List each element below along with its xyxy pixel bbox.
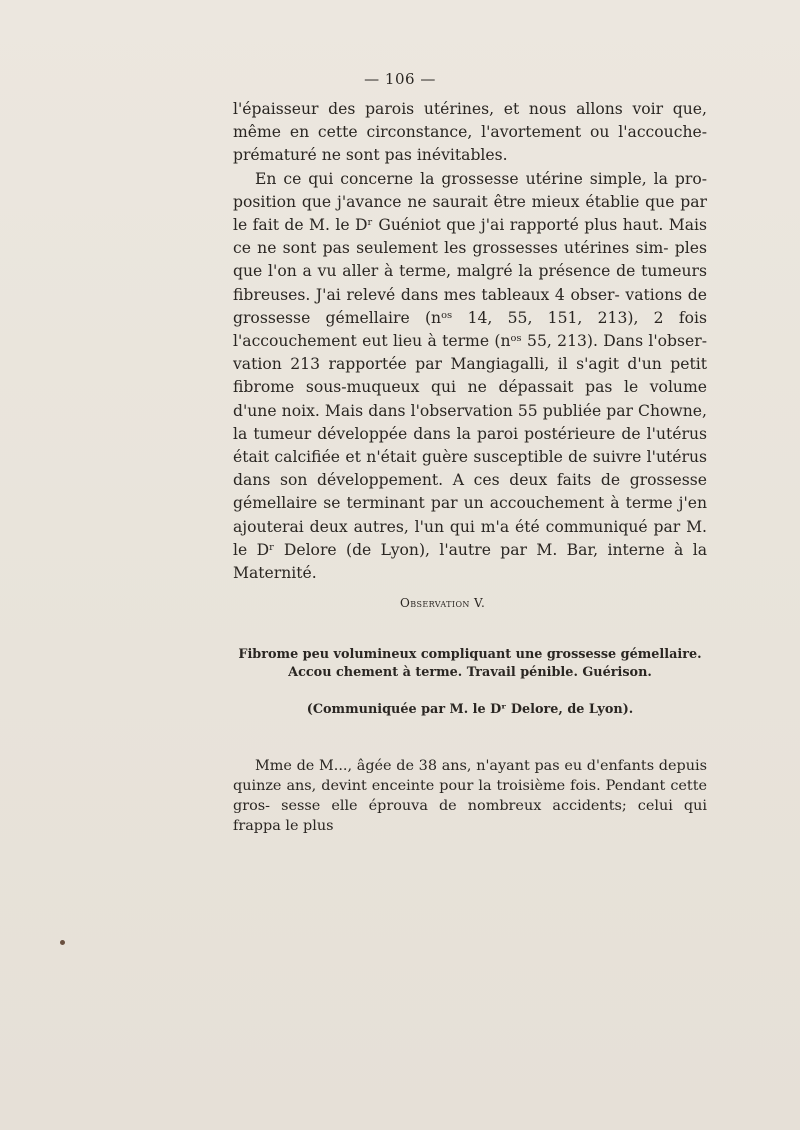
ink-speck bbox=[60, 940, 65, 945]
communication-note: (Communiquée par M. le Dʳ Delore, de Lyon). bbox=[306, 702, 634, 717]
paragraph: l'épaisseur des parois utérines, et nous allons voir que, même en cette circonstance, l'avortement ou l'accouche- prématuré ne sont pas inévitables. bbox=[233, 100, 707, 165]
paragraph: En ce qui concerne la grossesse utérine simple, la pro- position que j'avance ne saurait être mieux établie que par le fait de M. le Dʳ Guéniot que j'ai rapporté plus haut. Mais ce ne sont pas seulement les grossesses utérines sim- ples que l'on a vu aller à terme, malgré la présence de tumeurs fibreuses. J'ai relevé dans mes tableaux 4 obser- vations de grossesse gémellaire (nᵒˢ 14, 55, 151, 213), 2 fois l'accouchement eut lieu à terme (nᵒˢ 55, 213). Dans l'obser- vation 213 rapportée par Mangiagalli, il s'agit d'un petit fibrome sous-muqueux qui ne dépassait pas le volume d'une noix. Mais dans l'observation 55 publiée par Chowne, la tumeur développée dans la paroi postérieure de l'utérus était calcifiée et n'était guère susceptible de suivre l'utérus dans son développement. A ces deux faits de grossesse gémellaire se terminant par un accouchement à terme j'en ajouterai deux autres, l'un qui m'a été communiqué par M. le Dʳ Delore (de Lyon), l'autre par M. Bar, interne à la Maternité. bbox=[233, 169, 707, 583]
observation-text bbox=[233, 756, 707, 836]
body-text bbox=[233, 98, 707, 585]
page-number: — 106 — bbox=[364, 70, 436, 88]
observation-heading: Fibrome peu volumineux compliquant une grossesse gémellaire. Accou chement à terme. Travail pénible. Guérison. bbox=[238, 647, 702, 680]
paragraph: Mme de M..., âgée de 38 ans, n'ayant pas eu d'enfants depuis quinze ans, devint enceinte pour la troisième fois. Pendant cette gros- sesse elle éprouva de nombreux accidents; celui qui frappa le plus bbox=[233, 758, 707, 834]
observation-title: Observation V. bbox=[400, 596, 486, 610]
